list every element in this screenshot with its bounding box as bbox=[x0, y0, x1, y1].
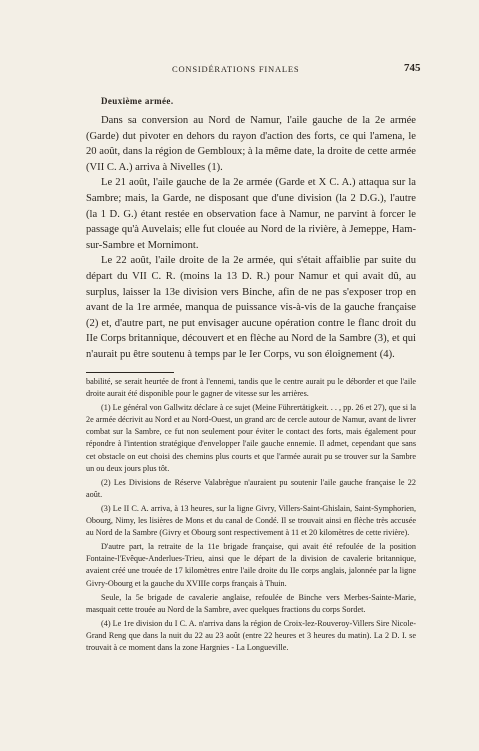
footnote: Seule, la 5e brigade de cavalerie anglaise, refoulée de Binche vers Merbes-Sainte-Marie, masquait cette trouée au Nord de la Sambre, avec quelques fractions du corps Sordet. bbox=[86, 592, 416, 614]
body-paragraph: Dans sa conversion au Nord de Namur, l'aile gauche de la 2e armée (Garde) dut pivoter en dehors du rayon d'action des forts, ce qui l'amena, le 20 août, dans la région de Gembloux; à la même date, la droite de cette armée (VII C. A.) arriva à Nivelles (1). bbox=[86, 115, 416, 173]
running-title: CONSIDÉRATIONS FINALES bbox=[172, 64, 300, 74]
section-heading: Deuxième armée. bbox=[101, 96, 174, 106]
footnote-continuation: babilité, se serait heurtée de front à l'ennemi, tandis que le centre aurait pu le déborder et que l'aile droite aurait été disponible pour le gagner de vitesse sur les arrières. bbox=[86, 377, 416, 399]
footnote: (2) Les Divisions de Réserve Valabrègue n'auraient pu soutenir l'aile gauche française le 22 août. bbox=[86, 477, 416, 499]
body-text bbox=[86, 113, 416, 363]
footnote: (4) Le 1re division du I C. A. n'arriva dans la région de Croix-lez-Rouveroy-Villers Sire Nicole-Grand Reng que dans la nuit du 22 au 23 août (entre 22 heures et 3 heures du matin). La 2 D. I. se trouvait à ce moment dans la zone Hargnies - La Longueville. bbox=[86, 618, 416, 652]
footnote-separator bbox=[86, 372, 174, 373]
footnote: (1) Le général von Gallwitz déclare à ce sujet (Meine Führertätigkeit. . . , pp. 26 et 27), que si la 2e armée décrivit au Nord et au Nord-Ouest, un grand arc de cercle autour de Namur, avant de livrer combat sur la Sambre, ce fut non seulement pour éviter le contact des forts, mais également pour répondre à l'intention stratégique d'envelopper l'aile gauche ennemie. Il admet, cependant que sans cet obstacle on eut choisi des chemins plus courts et que l'armée aurait pu se trouver sur la Sambre un ou deux jours plus tôt. bbox=[86, 403, 416, 473]
footnotes bbox=[86, 376, 416, 654]
page-number: 745 bbox=[404, 62, 421, 74]
body-paragraph: Le 21 août, l'aile gauche de la 2e armée (Garde et X C. A.) attaqua sur la Sambre; mais, la Garde, ne disposant que d'une division (la 2 D.G.), l'autre (la 1 D. G.) étant restée en observation face à Namur, ne parvint à forcer le passage qu'à Auvelais; elle fut clouée au Nord de la rivière, à Jemeppe, Ham-sur-Sambre et Mornimont. bbox=[86, 177, 416, 251]
page-header bbox=[0, 62, 479, 76]
body-paragraph: Le 22 août, l'aile droite de la 2e armée, qui s'était affaiblie par suite du départ du VII C. R. (moins la 13 D. R.) pour Namur et qui avait dû, au surplus, laisser la 13e division vers Binche, afin de ne pas s'exposer trop en avant de la 1re armée, manqua de puissance vis-à-vis de la gauche française (2) et, d'autre part, ne put envisager aucune opération contre le flanc droit du IIe Corps britannique, découvert et en flèche au Nord de la Sambre (3), et qui n'aurait pu être soutenu à temps par le Ier Corps, vu son éloignement (4). bbox=[86, 255, 416, 360]
footnote: D'autre part, la retraite de la 11e brigade française, qui avait été refoulée de la position Fontaine-l'Evêque-Anderlues-Trieu, ainsi que le départ de la division de cavalerie britannique, avaient créé une trouée de 17 kilomètres entre l'aile droite du IIe corps anglais, jalonnée par la ligne Givry-Obourg et la gauche du XVIIIe corps français à Thuin. bbox=[86, 542, 416, 588]
footnote: (3) Le II C. A. arriva, à 13 heures, sur la ligne Givry, Villers-Saint-Ghislain, Saint-Symphorien, Obourg, Nimy, les lisières de Mons et du canal de Condé. Il se trouvait ainsi en flèche très accusée au Nord de la Sambre (Givry et Obourg sont respectivement à 11 et 20 kilomètres de cette rivière). bbox=[86, 503, 416, 538]
